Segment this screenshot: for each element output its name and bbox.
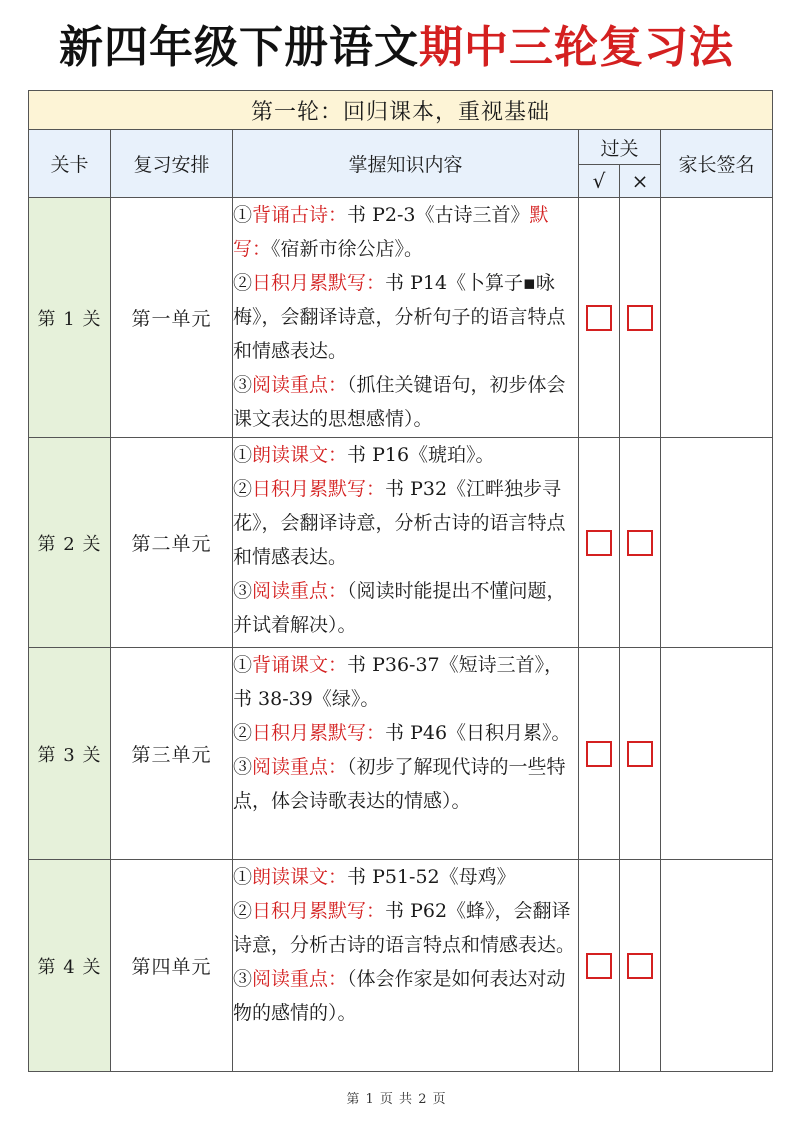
header-arrangement: 复习安排: [111, 130, 233, 198]
content-item: [233, 750, 578, 818]
content-cell: [233, 648, 579, 860]
content-item: [233, 894, 578, 962]
header-signature: 家长签名: [661, 130, 773, 198]
item-number: ①: [233, 204, 253, 226]
item-label: 朗读课文：: [252, 444, 348, 466]
cross-box[interactable]: [627, 741, 653, 767]
check-box[interactable]: [586, 953, 612, 979]
item-number: ③: [233, 968, 253, 990]
content-item: [233, 962, 578, 1030]
content-item: [233, 716, 578, 750]
level-cell: 第 2 关: [29, 438, 111, 648]
item-label: 日积月累默写：: [252, 478, 386, 500]
table-row: [29, 860, 773, 1072]
cross-box-cell: [620, 438, 661, 648]
item-number: ③: [233, 374, 253, 396]
item-label: 阅读重点：: [252, 968, 348, 990]
rows-body: [29, 198, 773, 1072]
item-text: 《宿新市徐公店》。: [271, 238, 424, 260]
signature-cell[interactable]: [661, 198, 773, 438]
item-label: 日积月累默写：: [252, 272, 386, 294]
level-cell: 第 1 关: [29, 198, 111, 438]
level-cell: 第 4 关: [29, 860, 111, 1072]
table-row: [29, 198, 773, 438]
item-number: ③: [233, 756, 253, 778]
content-item: [233, 368, 578, 436]
content-item: [233, 266, 578, 368]
check-box-cell: [579, 438, 620, 648]
content-item: [233, 648, 578, 716]
item-label: 默写：: [233, 204, 549, 260]
item-label: 背诵课文：: [252, 654, 348, 676]
cross-box-cell: [620, 198, 661, 438]
content-item: [233, 198, 578, 266]
table-row: [29, 648, 773, 860]
item-text: 书 P2-3《古诗三首》: [347, 204, 530, 226]
header-content: 掌握知识内容: [233, 130, 579, 198]
check-box-cell: [579, 198, 620, 438]
item-label: 日积月累默写：: [252, 722, 386, 744]
arrangement-cell: 第二单元: [111, 438, 233, 648]
content-item: [233, 860, 578, 894]
signature-cell[interactable]: [661, 648, 773, 860]
check-box[interactable]: [586, 741, 612, 767]
cross-box[interactable]: [627, 953, 653, 979]
title-part-1: 新四年级下册语文: [59, 22, 419, 73]
item-number: ①: [233, 444, 253, 466]
content-item: [233, 438, 578, 472]
item-number: ③: [233, 580, 253, 602]
item-number: ②: [233, 722, 253, 744]
item-label: 背诵古诗：: [252, 204, 348, 226]
item-text: 书 P36-37《短诗三首》，书 38-39《绿》。: [233, 654, 564, 710]
level-cell: 第 3 关: [29, 648, 111, 860]
item-text: 书 P46《日积月累》。: [385, 722, 571, 744]
content-item: [233, 472, 578, 574]
content-cell: [233, 198, 579, 438]
item-text: 书 P51-52《母鸡》: [347, 866, 516, 888]
item-text: （体会作家是如何表达对动物的感情的）。: [233, 968, 566, 1024]
cross-box-cell: [620, 860, 661, 1072]
item-label: 阅读重点：: [252, 374, 348, 396]
review-table: [28, 90, 773, 1072]
check-box-cell: [579, 648, 620, 860]
arrangement-cell: 第四单元: [111, 860, 233, 1072]
content-item: [233, 574, 578, 642]
item-text: 书 P14《卜算子▪咏梅》，会翻译诗意，分析句子的语言特点和情感表达。: [233, 272, 566, 362]
item-number: ②: [233, 900, 253, 922]
header-check: √: [579, 165, 620, 198]
cross-box-cell: [620, 648, 661, 860]
signature-cell[interactable]: [661, 860, 773, 1072]
item-text: 书 P16《琥珀》。: [347, 444, 495, 466]
check-box[interactable]: [586, 530, 612, 556]
content-cell: [233, 860, 579, 1072]
content-cell: [233, 438, 579, 648]
check-box[interactable]: [586, 305, 612, 331]
round-title: 第一轮：回归课本，重视基础: [29, 91, 773, 130]
item-label: 朗读课文：: [252, 866, 348, 888]
signature-cell[interactable]: [661, 438, 773, 648]
cross-box[interactable]: [627, 530, 653, 556]
check-box-cell: [579, 860, 620, 1072]
table-row: [29, 438, 773, 648]
arrangement-cell: 第三单元: [111, 648, 233, 860]
page-title: [0, 18, 793, 78]
item-label: 阅读重点：: [252, 756, 348, 778]
item-number: ①: [233, 866, 253, 888]
item-label: 日积月累默写：: [252, 900, 386, 922]
page-footer: 第 1 页 共 2 页: [346, 1092, 447, 1107]
header-cross: ×: [620, 165, 661, 198]
header-pass: 过关: [579, 130, 661, 165]
item-text: （初步了解现代诗的一些特点，体会诗歌表达的情感）。: [233, 756, 566, 812]
item-text: （阅读时能提出不懂问题，并试着解决）。: [233, 580, 566, 636]
item-text: （抓住关键语句，初步体会课文表达的思想感情）。: [233, 374, 566, 430]
title-part-2: 期中三轮复习法: [419, 22, 734, 73]
header-level: 关卡: [29, 130, 111, 198]
item-label: 阅读重点：: [252, 580, 348, 602]
item-text: 书 P62《蜂》，会翻译诗意，分析古诗的语言特点和情感表达。: [233, 900, 576, 956]
arrangement-cell: 第一单元: [111, 198, 233, 438]
item-text: 书 P32《江畔独步寻花》，会翻译诗意，分析古诗的语言特点和情感表达。: [233, 478, 566, 568]
item-number: ②: [233, 478, 253, 500]
item-number: ②: [233, 272, 253, 294]
item-number: ①: [233, 654, 253, 676]
cross-box[interactable]: [627, 305, 653, 331]
